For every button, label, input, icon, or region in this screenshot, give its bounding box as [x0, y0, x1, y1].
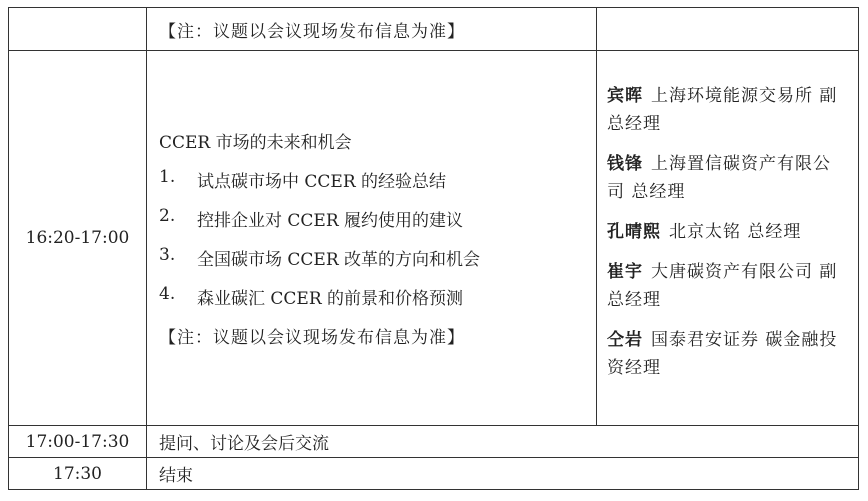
agenda-row-qa: [9, 426, 859, 458]
speaker-title: 大唐碳资产有限公司 副总经理: [607, 262, 838, 310]
speaker-name: 钱锋: [607, 154, 643, 174]
speaker-entry: [607, 218, 848, 246]
time-cell: 16:20-17:00: [9, 51, 147, 426]
agenda-cell: [147, 8, 597, 51]
list-item-number: 2.: [159, 206, 176, 226]
list-item-text: 试点碳市场中 CCER 的经验总结: [197, 172, 447, 192]
speaker-name: 仝岩: [607, 330, 643, 350]
list-item-number: 4.: [159, 284, 176, 304]
time-cell: 17:00-17:30: [9, 426, 147, 458]
speaker-title: 上海环境能源交易所 副总经理: [607, 86, 838, 134]
speaker-entry: [607, 82, 848, 138]
session-title: CCER 市场的未来和机会: [159, 133, 352, 153]
speaker-entry: [607, 258, 848, 314]
list-item: [159, 284, 596, 309]
speaker-cell: [597, 51, 859, 426]
list-item: [159, 167, 596, 192]
agenda-row-session: [9, 51, 859, 426]
list-item: [159, 245, 596, 270]
speaker-name: 孔晴熙: [607, 222, 661, 242]
list-item-text: 全国碳市场 CCER 改革的方向和机会: [197, 250, 481, 270]
speaker-cell-empty: [597, 8, 859, 51]
speaker-title: 国泰君安证券 碳金融投资经理: [607, 330, 838, 378]
speaker-title: 北京太铭 总经理: [669, 222, 802, 242]
time-cell-empty: [9, 8, 147, 51]
speaker-name: 宾晖: [607, 86, 643, 106]
speaker-entry: [607, 326, 848, 382]
time-cell: 17:30: [9, 458, 147, 490]
note-text: 【注：议题以会议现场发布信息为准】: [159, 328, 465, 348]
agenda-row-end: [9, 458, 859, 490]
speaker-title: 上海置信碳资产有限公司 总经理: [607, 154, 831, 202]
agenda-row-note-top: [9, 8, 859, 51]
agenda-cell: 提问、讨论及会后交流: [147, 426, 859, 458]
list-item-number: 1.: [159, 167, 176, 187]
list-item: [159, 206, 596, 231]
note-text: 【注：议题以会议现场发布信息为准】: [159, 21, 465, 42]
agenda-cell: [147, 51, 597, 426]
speaker-entry: [607, 150, 848, 206]
list-item-text: 森业碳汇 CCER 的前景和价格预测: [197, 289, 464, 309]
list-item-number: 3.: [159, 245, 176, 265]
speaker-name: 崔宇: [607, 262, 643, 282]
agenda-table: [8, 7, 859, 490]
list-item-text: 控排企业对 CCER 履约使用的建议: [197, 211, 464, 231]
agenda-cell: 结束: [147, 458, 859, 490]
